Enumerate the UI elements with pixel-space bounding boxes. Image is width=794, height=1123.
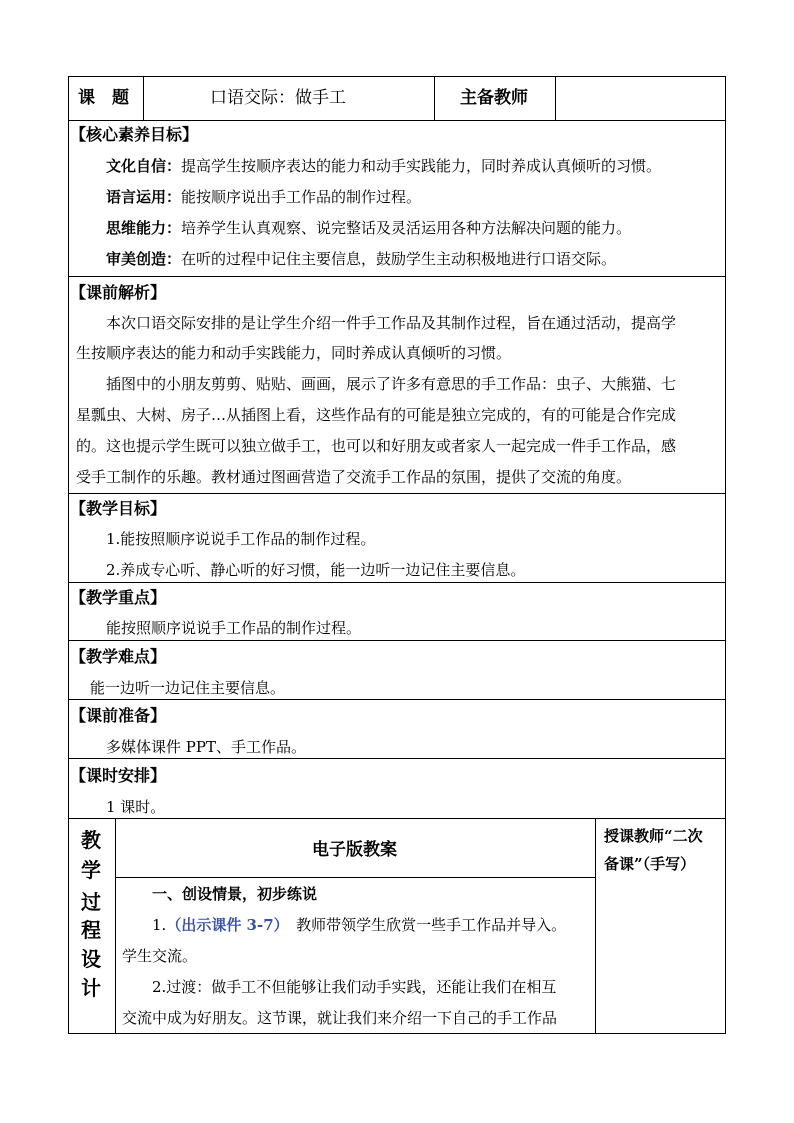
- subject-label: 课 题: [78, 88, 129, 108]
- pre-analysis-line: 插图中的小朋友剪剪、贴贴、画画，展示了许多有意思的手工作品：虫子、大熊猫、七: [106, 375, 677, 393]
- design-side-char: 程: [81, 918, 101, 942]
- key-points-text: 能按照顺序说说手工作品的制作过程。: [106, 619, 362, 637]
- row-sep-schedule: [68, 818, 726, 819]
- core-goal-text: 培养学生认真观察、说完整话及灵活运用各种方法解决问题的能力。: [181, 219, 632, 237]
- design-section1-title: 一、创设情景，初步练说: [152, 885, 318, 903]
- design-step1: [152, 915, 566, 935]
- difficulties-title: 【教学难点】: [70, 647, 167, 666]
- design-center-title: 电子版教案: [312, 840, 397, 860]
- core-goal-text: 在听的过程中记住主要信息，鼓励学生主动积极地进行口语交际。: [181, 250, 617, 268]
- header-divider-2: [434, 76, 435, 120]
- core-goal-label: 文化自信：: [106, 157, 182, 175]
- row-sep-key: [68, 640, 726, 641]
- teacher-label: 主备教师: [460, 88, 528, 108]
- teaching-goal-item: 1.能按照顺序说说手工作品的制作过程。: [106, 530, 376, 548]
- row-sep-difficulty: [68, 699, 726, 700]
- core-goal-item: [106, 249, 616, 269]
- pre-analysis-line: 本次口语交际安排的是让学生介绍一件手工作品及其制作过程，旨在通过活动，提高学: [106, 314, 677, 332]
- core-goal-item: [106, 218, 631, 238]
- core-goals-title: 【核心素养目标】: [70, 125, 199, 144]
- teaching-goals-title: 【教学目标】: [70, 499, 167, 518]
- pre-analysis-line: 生按顺序表达的能力和动手实践能力，同时养成认真倾听的习惯。: [76, 344, 512, 362]
- design-step2-line2: 交流中成为好朋友。这节课，就让我们来介绍一下自己的手工作品: [122, 1009, 558, 1027]
- core-goal-label: 审美创造：: [106, 250, 182, 268]
- core-goal-item: [106, 187, 421, 207]
- design-step1-num: 1.: [152, 916, 167, 934]
- row-sep-prep: [68, 758, 726, 759]
- core-goal-text: 提高学生按顺序表达的能力和动手实践能力，同时养成认真倾听的习惯。: [181, 157, 662, 175]
- subject-value: 口语交际：做手工: [210, 88, 346, 108]
- design-right-title-line1: 授课教师“二次: [604, 827, 703, 845]
- design-step2-line1: 2.过渡：做手工不但能够让我们动手实践，还能让我们在相互: [152, 978, 557, 996]
- design-divider-left: [115, 818, 116, 1033]
- key-points-title: 【教学重点】: [70, 588, 167, 607]
- table-border-left: [68, 76, 69, 1034]
- row-sep-analysis: [68, 493, 726, 494]
- pre-analysis-line: 的。这也提示学生既可以独立做手工，也可以和好朋友或者家人一起完成一件手工作品，感: [76, 437, 677, 455]
- design-side-char: 教: [81, 828, 101, 852]
- preparation-title: 【课前准备】: [70, 706, 167, 725]
- design-side-char: 计: [81, 976, 101, 1000]
- table-border-top: [68, 76, 726, 77]
- row-sep-goals: [68, 582, 726, 583]
- schedule-title: 【课时安排】: [70, 766, 167, 785]
- design-step1-courseware: （出示课件 3-7）: [166, 916, 282, 934]
- pre-analysis-title: 【课前解析】: [70, 283, 167, 302]
- design-step1-line2: 学生交流。: [122, 947, 198, 965]
- design-right-title-line2: 备课”（手写）: [604, 855, 696, 873]
- core-goal-label: 思维能力：: [106, 219, 182, 237]
- design-divider-right: [595, 818, 596, 1033]
- row-sep-core: [68, 276, 726, 277]
- core-goal-label: 语言运用：: [106, 188, 182, 206]
- schedule-text: 1 课时。: [106, 798, 166, 816]
- core-goal-item: [106, 156, 661, 176]
- pre-analysis-line: 受手工制作的乐趣。教材通过图画营造了交流手工作品的氛围，提供了交流的角度。: [76, 468, 632, 486]
- design-step1-text: 教师带领学生欣赏一些手工作品并导入。: [281, 916, 567, 934]
- row-sep-header: [68, 120, 726, 121]
- design-side-char: 设: [81, 947, 101, 971]
- table-border-bottom: [68, 1033, 726, 1034]
- design-side-char: 过: [81, 890, 101, 914]
- design-title-sep: [115, 877, 595, 878]
- header-divider-1: [143, 76, 144, 120]
- core-goal-text: 能按顺序说出手工作品的制作过程。: [181, 188, 422, 206]
- header-divider-3: [555, 76, 556, 120]
- preparation-text: 多媒体课件 PPT、手工作品。: [106, 738, 306, 756]
- table-border-right: [725, 76, 726, 1034]
- pre-analysis-line: 星瓢虫、大树、房子…从插图上看，这些作品有的可能是独立完成的，有的可能是合作完成: [76, 406, 677, 424]
- difficulties-text: 能一边听一边记住主要信息。: [90, 679, 286, 697]
- teaching-goal-item: 2.养成专心听、静心听的好习惯，能一边听一边记住主要信息。: [106, 561, 526, 579]
- design-side-char: 学: [81, 858, 101, 882]
